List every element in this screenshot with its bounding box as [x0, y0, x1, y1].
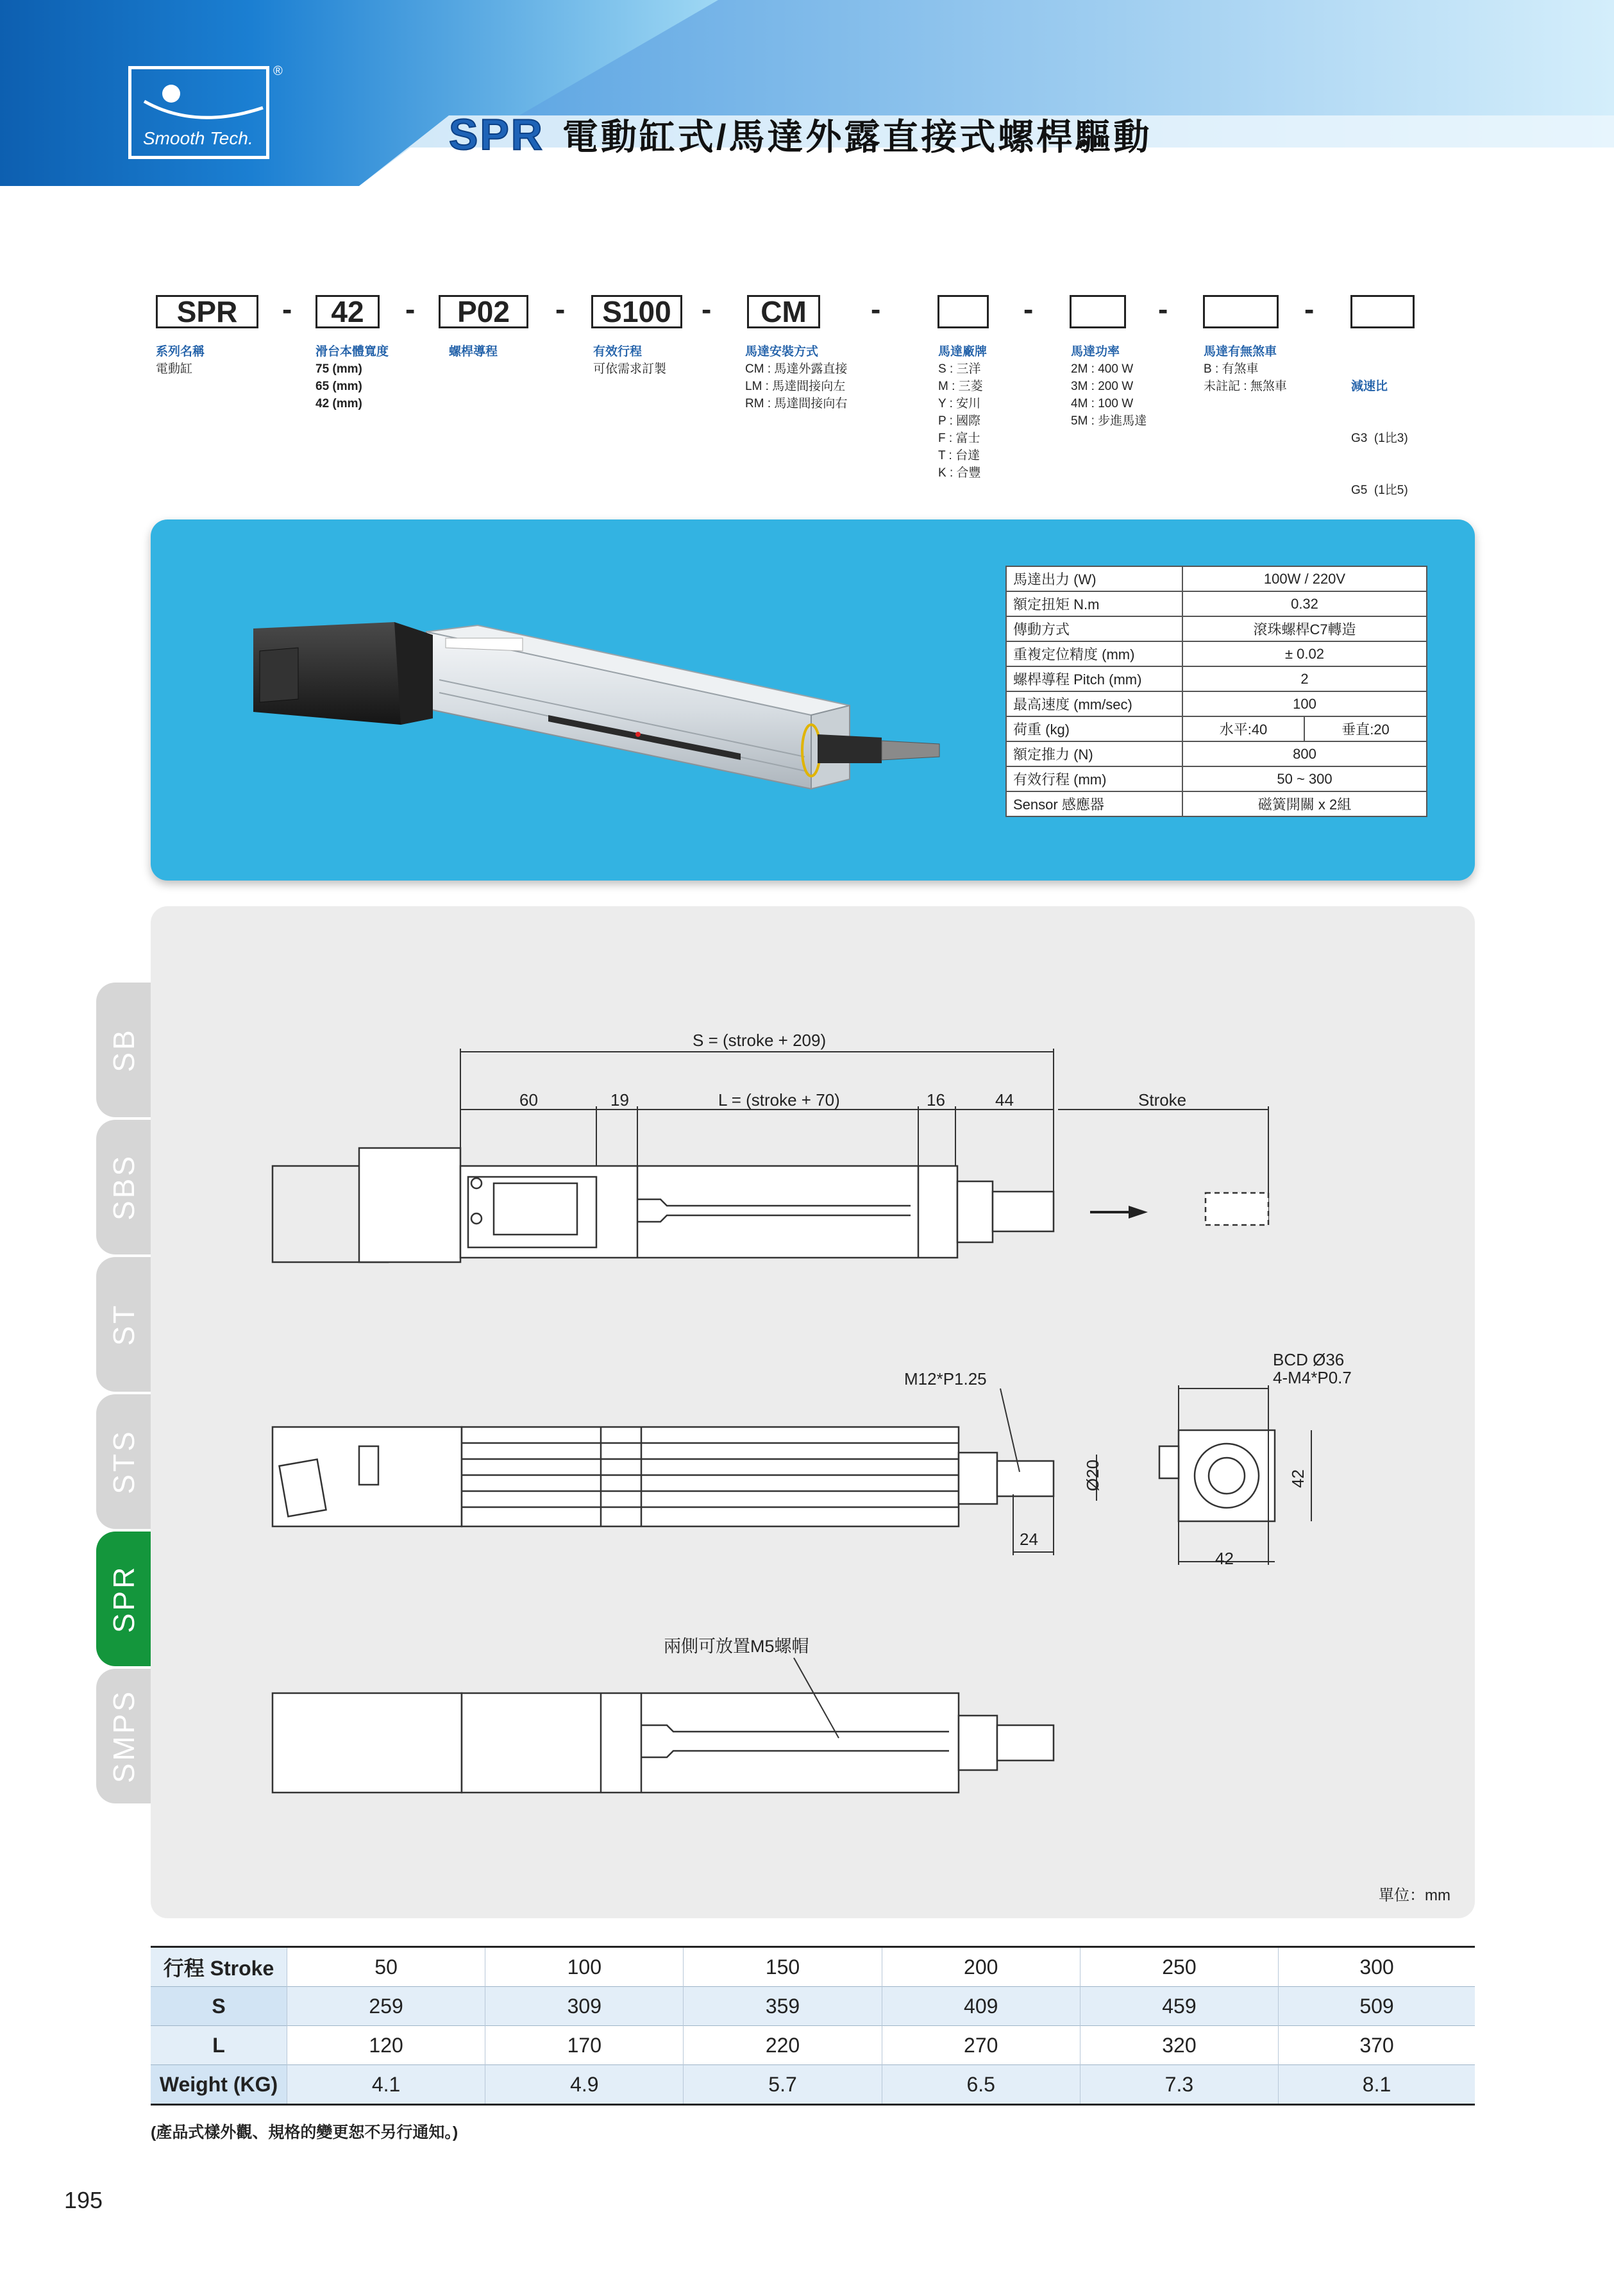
column-item: F : 富士	[938, 432, 980, 445]
dim-60-label: 60	[519, 1090, 538, 1110]
column-item: P : 國際	[938, 414, 981, 428]
table-cell: 4.1	[287, 2065, 485, 2105]
side-tab-sbs[interactable]	[96, 1120, 151, 1254]
logo-mark-icon	[131, 69, 266, 127]
code-column-series	[156, 343, 205, 378]
title-code: SPR	[449, 110, 544, 159]
column-item: 4M : 100 W	[1071, 397, 1134, 410]
code-segment-brand	[937, 295, 989, 328]
disclaimer-note: (產品式樣外觀、規格的變更恕不另行通知。)	[151, 2123, 458, 2141]
table-header-cell: 200	[882, 1947, 1080, 1987]
column-label: 有效行程	[593, 345, 643, 359]
column-item: 未註記 : 無煞車	[1204, 380, 1287, 393]
code-column-brake	[1204, 343, 1287, 395]
spec-key: 傳動方式	[1006, 616, 1182, 641]
spec-key: 馬達出力 (W)	[1006, 566, 1182, 591]
code-column-power	[1071, 343, 1147, 430]
column-item: K : 合豐	[938, 466, 981, 480]
code-dash: -	[1158, 292, 1168, 326]
column-label: 螺桿導程	[449, 345, 498, 359]
spec-row	[1006, 566, 1427, 591]
spec-row	[1006, 691, 1427, 716]
side-tab-st[interactable]	[96, 1257, 151, 1392]
spec-key: 荷重 (kg)	[1006, 716, 1182, 741]
logo-text: Smooth Tech.	[143, 128, 253, 148]
dim-d20-label: Ø20	[1083, 1459, 1103, 1492]
table-header-cell: 50	[287, 1947, 485, 1987]
side-tab-label: SMPS	[106, 1689, 140, 1784]
page-title	[449, 109, 1152, 160]
table-cell: 220	[684, 2026, 882, 2065]
dim-42-horizontal-label: 42	[1215, 1549, 1234, 1568]
dim-42-vertical-label: 42	[1288, 1469, 1307, 1488]
side-tab-sts[interactable]	[96, 1394, 151, 1529]
column-item: G3 (1比3)	[1351, 432, 1408, 445]
m5-nut-label: 兩側可放置M5螺帽	[664, 1637, 809, 1656]
spec-value: 磁簧開關 x 2組	[1182, 791, 1427, 816]
table-cell: 4.9	[485, 2065, 684, 2105]
column-item: 2M : 400 W	[1071, 362, 1134, 376]
unit-label: 單位：mm	[1379, 1887, 1450, 1904]
spec-row	[1006, 791, 1427, 816]
spec-row	[1006, 666, 1427, 691]
table-cell: 309	[485, 1987, 684, 2026]
spec-row	[1006, 766, 1427, 791]
side-tab-spr[interactable]	[96, 1532, 151, 1666]
code-dash: -	[405, 292, 416, 326]
bcd-label: BCD Ø36	[1273, 1350, 1345, 1369]
table-cell: 270	[882, 2026, 1080, 2065]
column-label: 馬達廠牌	[938, 345, 988, 359]
table-header-cell: 行程 Stroke	[151, 1947, 287, 1987]
code-dash: -	[1304, 292, 1315, 326]
page-header	[0, 0, 1614, 186]
spec-table	[1005, 566, 1427, 817]
spec-value: 100	[1182, 691, 1427, 716]
column-item: M : 三菱	[938, 380, 983, 393]
table-cell: 5.7	[684, 2065, 882, 2105]
spec-value: 100W / 220V	[1182, 566, 1427, 591]
thread-label: M12*P1.25	[904, 1369, 987, 1389]
code-dash: -	[702, 292, 712, 326]
spec-value: 0.32	[1182, 591, 1427, 616]
dim-l-label: L = (stroke + 70)	[718, 1090, 840, 1110]
table-cell: 170	[485, 2026, 684, 2065]
table-cell: 509	[1279, 1987, 1475, 2026]
column-item: 3M : 200 W	[1071, 380, 1134, 393]
spec-row	[1006, 741, 1427, 766]
dim-s-label: S = (stroke + 209)	[693, 1031, 827, 1050]
dim-stroke-label: Stroke	[1138, 1090, 1187, 1110]
column-item: G5 (1比5)	[1351, 484, 1408, 497]
column-label: 系列名稱	[156, 345, 205, 359]
spec-value: 50 ~ 300	[1182, 766, 1427, 791]
column-item: Y : 安川	[938, 397, 981, 410]
code-segment-lead: P02	[439, 295, 528, 328]
code-dash: -	[282, 292, 292, 326]
code-segment-brake	[1203, 295, 1279, 328]
column-label: 滑台本體寬度	[315, 345, 389, 359]
code-column-lead	[449, 343, 498, 360]
column-item: T : 台達	[938, 449, 980, 462]
table-row	[151, 2065, 1475, 2105]
logo	[128, 66, 269, 159]
spec-key: 有效行程 (mm)	[1006, 766, 1182, 791]
table-cell: 359	[684, 1987, 882, 2026]
table-cell: 370	[1279, 2026, 1475, 2065]
code-dash: -	[555, 292, 566, 326]
spec-value: 滾珠螺桿C7轉造	[1182, 616, 1427, 641]
column-label: 馬達功率	[1071, 345, 1120, 359]
spec-row	[1006, 716, 1427, 741]
table-cell: 459	[1080, 1987, 1278, 2026]
dim-16-label: 16	[927, 1090, 945, 1110]
table-header-cell: 100	[485, 1947, 684, 1987]
side-tab-label: ST	[106, 1303, 140, 1346]
code-column-stroke	[593, 343, 666, 378]
code-segment-power	[1070, 295, 1126, 328]
spec-key: 螺桿導程 Pitch (mm)	[1006, 666, 1182, 691]
column-item: LM : 馬達間接向左	[745, 380, 846, 393]
column-item: RM : 馬達間接向右	[745, 397, 848, 410]
spec-key: Sensor 感應器	[1006, 791, 1182, 816]
spec-key: 額定扭矩 N.m	[1006, 591, 1182, 616]
column-item: 65 (mm)	[315, 380, 362, 393]
table-header-cell: 300	[1279, 1947, 1475, 1987]
column-item: B : 有煞車	[1204, 362, 1259, 376]
spec-value: 垂直:20	[1304, 716, 1427, 741]
table-row	[151, 2026, 1475, 2065]
column-label: 減速比	[1351, 380, 1388, 393]
holes-label: 4-M4*P0.7	[1273, 1368, 1352, 1387]
side-tab-label: STS	[106, 1429, 140, 1494]
column-label: 馬達有無煞車	[1204, 345, 1277, 359]
column-item: CM : 馬達外露直接	[745, 362, 848, 376]
code-segment-ratio	[1350, 295, 1415, 328]
code-segment-series: SPR	[156, 295, 258, 328]
dim-19-label: 19	[610, 1090, 629, 1110]
spec-key: 最高速度 (mm/sec)	[1006, 691, 1182, 716]
table-cell: Weight (KG)	[151, 2065, 287, 2105]
code-column-brand	[938, 343, 987, 482]
column-label: 馬達安裝方式	[745, 345, 819, 359]
table-row	[151, 1987, 1475, 2026]
code-column-mount	[745, 343, 847, 412]
table-cell: 120	[287, 2026, 485, 2065]
table-cell: 259	[287, 1987, 485, 2026]
dim-44-label: 44	[995, 1090, 1014, 1110]
table-cell: 409	[882, 1987, 1080, 2026]
spec-key: 重複定位精度 (mm)	[1006, 641, 1182, 666]
actuator-product-image	[247, 603, 952, 815]
spec-value: ± 0.02	[1182, 641, 1427, 666]
table-cell: L	[151, 2026, 287, 2065]
code-dash: -	[1023, 292, 1034, 326]
spec-value: 2	[1182, 666, 1427, 691]
table-header-cell: 150	[684, 1947, 882, 1987]
logo-registered-mark: ®	[273, 64, 283, 78]
code-segment-width: 42	[315, 295, 380, 328]
spec-row	[1006, 641, 1427, 666]
column-item: 75 (mm)	[315, 362, 362, 376]
technical-drawing-panel	[151, 906, 1475, 1918]
column-item: 可依需求訂製	[593, 362, 667, 376]
table-cell: 320	[1080, 2026, 1278, 2065]
spec-row	[1006, 616, 1427, 641]
spec-value: 水平:40	[1182, 716, 1304, 741]
spec-row	[1006, 591, 1427, 616]
title-text: 電動缸式/馬達外露直接式螺桿驅動	[562, 117, 1152, 157]
side-tab-label: SB	[106, 1027, 140, 1072]
spec-key: 額定推力 (N)	[1006, 741, 1182, 766]
stroke-table	[151, 1946, 1475, 2106]
code-segment-stroke: S100	[591, 295, 682, 328]
spec-value: 800	[1182, 741, 1427, 766]
column-item: 電動缸	[156, 362, 193, 376]
dim-24-label: 24	[1020, 1530, 1038, 1549]
side-tab-smps[interactable]	[96, 1669, 151, 1803]
code-column-width	[315, 343, 389, 412]
table-header-cell: 250	[1080, 1947, 1278, 1987]
side-tab-label: SPR	[106, 1564, 140, 1633]
code-dash: -	[871, 292, 881, 326]
table-cell: S	[151, 1987, 287, 2026]
table-cell: 7.3	[1080, 2065, 1278, 2105]
table-header-row	[151, 1947, 1475, 1987]
table-cell: 8.1	[1279, 2065, 1475, 2105]
code-segment-mount: CM	[747, 295, 820, 328]
side-tab-label: SBS	[106, 1153, 140, 1221]
page-number: 195	[64, 2187, 103, 2213]
side-tab-sb[interactable]	[96, 983, 151, 1117]
table-cell: 6.5	[882, 2065, 1080, 2105]
column-item: 42 (mm)	[315, 397, 362, 410]
column-item: 5M : 步進馬達	[1071, 414, 1147, 428]
column-item: S : 三洋	[938, 362, 981, 376]
